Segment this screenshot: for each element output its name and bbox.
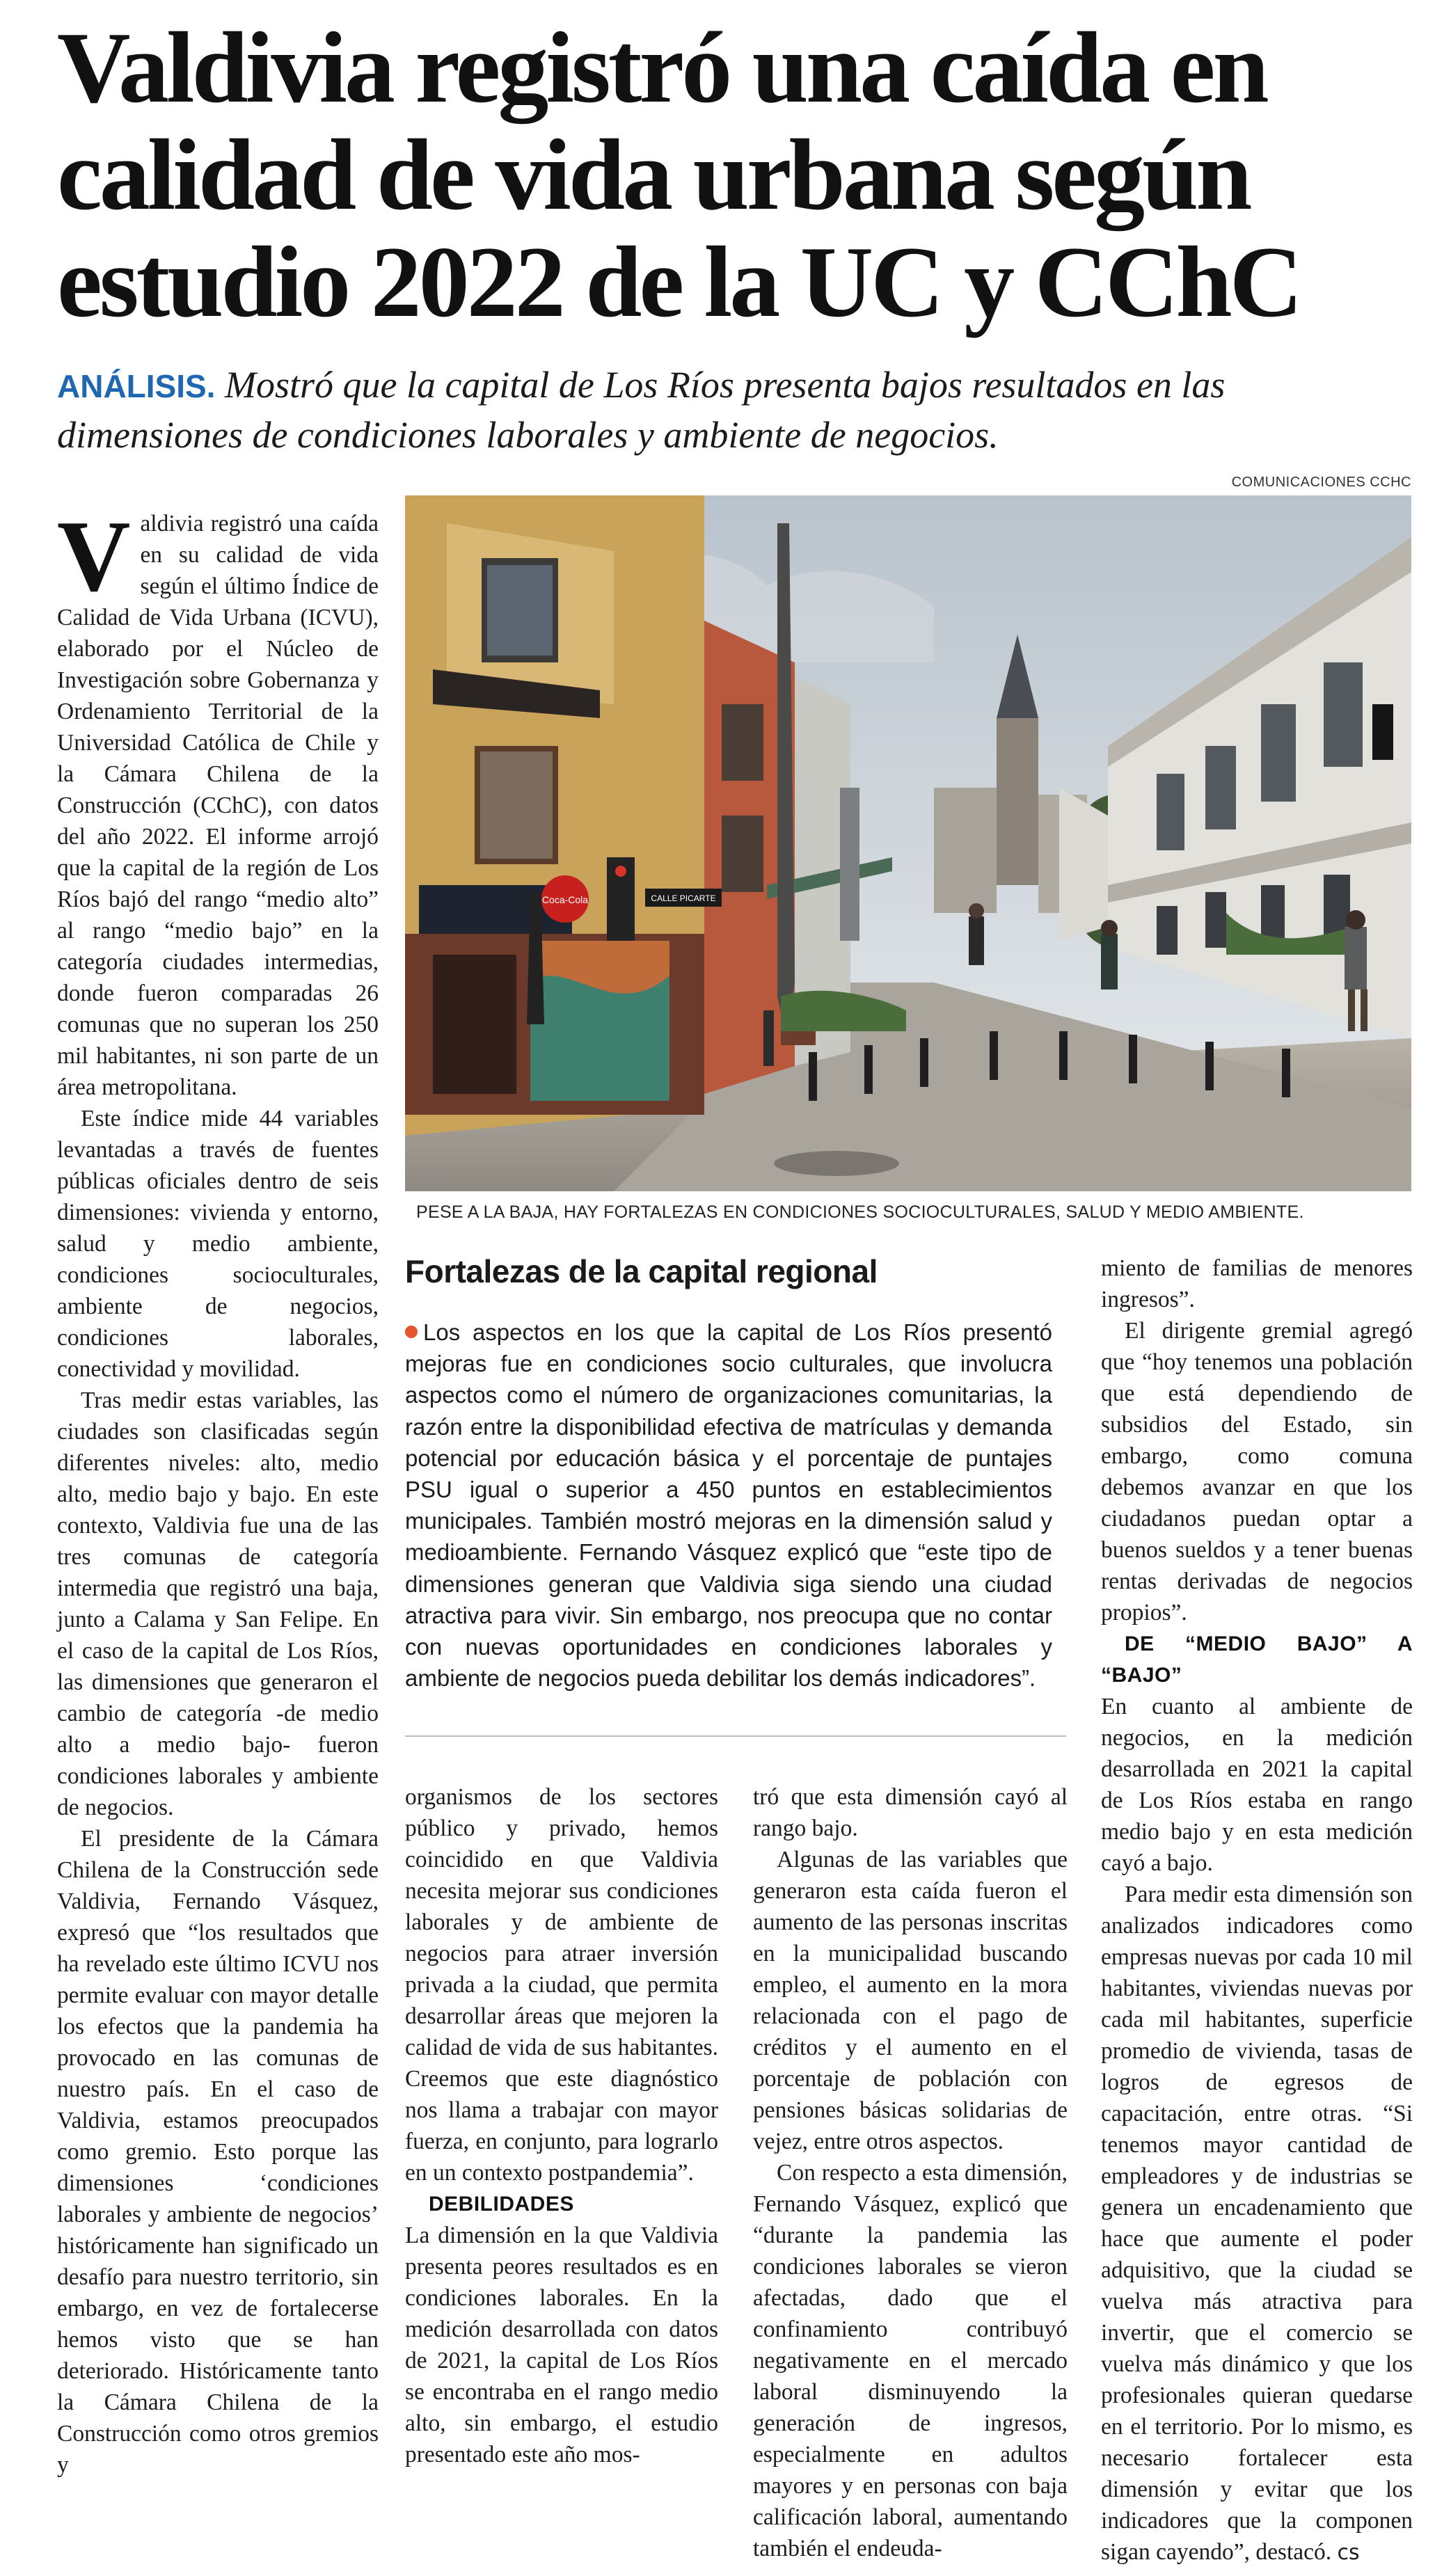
- column-4: [1101, 1253, 1413, 2568]
- photo-credit: COMUNICACIONES CCHC: [1231, 475, 1411, 490]
- paragraph-13-text: Para medir esta dimensión son analizados indicadores como empresas nuevas por cada 10 mil habitantes, viviendas nuevas por cada mil habitantes, superficie promedio de vivienda, tasas de logros de egresos de capacitación, entre otras. “Si tenemos mayor cantidad de empleadores y de industrias se genera un encadenamiento que hace que aumente el poder adquisitivo, que la ciudad se vuelva más atractiva para invertir, que el comercio se vuelva más dinámico y que los profesionales quieran quedarse en el territorio. Por lo mismo, es necesario fortalecer esta dimensión y evitar que los indicadores que la componen sigan cayendo”, destacó.: [1101, 1882, 1413, 2565]
- headline-line-1: Valdivia registró una caída en: [57, 11, 1267, 124]
- photo-caption: PESE A LA BAJA, HAY FORTALEZAS EN CONDICIONES SOCIOCULTURALES, SALUD Y MEDIO AMBIENTE.: [416, 1202, 1304, 1222]
- box-text: [405, 1317, 1052, 1694]
- paragraph-1: [57, 500, 379, 1103]
- paragraph-9: Con respecto a esta dimensión, Fernando Vásquez, explicó que “durante la pandemia las condiciones laborales se vieron afectadas, dado que el confinamiento contribuyó negativamente en el mercado laboral disminuyendo la generación de ingresos, especialmente en adultos mayores y en personas con baja calificación laboral, aumentando también el endeuda-: [753, 2160, 1068, 2561]
- paragraph-10: miento de familias de menores ingresos”.: [1101, 1255, 1413, 1312]
- street-photo: [405, 495, 1411, 1191]
- paragraph-8: Algunas de las variables que generaron esta caída fueron el aumento de las personas inscritas en la municipalidad buscando empleo, el aumento en la mora relacionada con el pago de créditos y el aumento en el porcentaje de población con pensiones básicas solidarias de vejez, entre otros aspectos.: [753, 1847, 1068, 2154]
- headline-line-3: estudio 2022 de la UC y CChC: [57, 225, 1301, 338]
- paragraph-7: tró que esta dimensión cayó al rango bajo.: [753, 1784, 1068, 1841]
- box-title: Fortalezas de la capital regional: [405, 1253, 878, 1289]
- headline-line-2: calidad de vida urbana según: [57, 118, 1250, 231]
- paragraph-11: El dirigente gremial agregó que “hoy tenemos una población que está dependiendo de subsidios del Estado, sin embargo, como comuna debemos avanzar en que los ciudadanos puedan optar a buenos sueldos y a tener buenas rentas derivadas de negocios propios”.: [1101, 1318, 1413, 1625]
- paragraph-12: En cuanto al ambiente de negocios, en la medición desarrollada en 2021 la capital de Los Ríos estaba en rango medio bajo y en esta medición cayó a bajo.: [1101, 1694, 1413, 1876]
- paragraph-2: Este índice mide 44 variables levantadas a través de fuentes públicas oficiales dentro de seis dimensiones: vivienda y entorno, salud y medio ambiente, condiciones socioculturales, ambiente de negocios, condiciones laborales, conectividad y movilidad.: [57, 1106, 379, 1382]
- divider: [405, 1735, 1066, 1737]
- end-mark-icon: cs: [1337, 2541, 1360, 2565]
- column-2: [405, 1781, 718, 2470]
- deck-text: Mostró que la capital de Los Ríos presenta bajos resultados en las dimensiones de condiciones laborales y ambiente de negocios.: [57, 364, 1226, 456]
- paragraph-3: Tras medir estas variables, las ciudades son clasificadas según diferentes niveles: alto, medio alto, medio bajo y bajo. En este contexto, Valdivia fue una de las tres comunas de categoría intermedia que registró una baja, junto a Calama y San Felipe. En el caso de la capital de Los Ríos, las dimensiones que generaron el cambio de categoría -de medio alto a medio bajo- fueron condiciones laborales y ambiente de negocios.: [57, 1388, 379, 1820]
- cocacola-sign: Coca-Cola: [541, 894, 589, 905]
- column-1: [57, 500, 379, 2481]
- drop-cap: V: [57, 500, 131, 612]
- subhead-debilidades: DEBILIDADES: [429, 2193, 574, 2216]
- street-sign: CALLE PICARTE: [651, 893, 716, 903]
- paragraph-4: El presidente de la Cámara Chilena de la Construcción sede Valdivia, Fernando Vásquez, expresó que “los resultados que ha revelado este último ICVU nos permite evaluar con mayor detalle los efectos que la pandemia ha provocado en las comunas de nuestro país. En el caso de Valdivia, estamos preocupados como gremio. Esto porque las dimensiones ‘condiciones laborales y ambiente de negocios’ históricamente han significado un desafío para nuestro territorio, sin embargo, en vez de fortalecerse hemos visto que se han deteriorado. Históricamente tanto la Cámara Chilena de la Construcción como otros gremios y: [57, 1826, 379, 2478]
- paragraph-6: La dimensión en la que Valdivia presenta peores resultados es en condiciones laborales. En la medición desarrollada con datos de 2021, la capital de Los Ríos se encontraba en el rango medio alto, sin embargo, el estudio presentado este año mos-: [405, 2223, 718, 2467]
- kicker: ANÁLISIS.: [57, 368, 216, 404]
- paragraph-13: [1101, 1879, 1413, 2568]
- headline: [57, 11, 1379, 338]
- subhead-medio-bajo: DE “MEDIO BAJO” A “BAJO”: [1101, 1632, 1413, 1687]
- bullet-icon: [405, 1326, 418, 1338]
- box-text-body: Los aspectos en los que la capital de Los Ríos presentó mejoras fue en condiciones socio culturales, que involucra aspectos como el número de organizaciones comunitarias, la razón entre la disponibilidad efectiva de matrículas y demanda potencial por educación básica y el porcentaje de puntajes PSU igual o superior a 450 puntos en establecimientos municipales. También mostró mejoras en la dimensión salud y medioambiente. Fernando Vásquez explicó que “este tipo de dimensiones generan que Valdivia siga siendo una ciudad atractiva para vivir. Sin embargo, nos preocupa que no contar con nuevas oportunidades en condiciones laborales y ambiente de negocios pueda debilitar los demás indicadores”.: [405, 1319, 1052, 1692]
- paragraph-5: organismos de los sectores público y privado, hemos coincidido en que Valdivia necesita mejorar sus condiciones laborales y de ambiente de negocios para atraer inversión privada a la ciudad, que permita desarrollar áreas que mejoren la calidad de vida de sus habitantes. Creemos que este diagnóstico nos llama a trabajar con mayor fuerza, en conjunto, para lograrlo en un contexto postpandemia”.: [405, 1784, 718, 2186]
- deck: [57, 360, 1379, 459]
- column-3: [753, 1781, 1068, 2564]
- paragraph-1-text: aldivia registró una caída en su calidad de vida según el último Índice de Calidad de Vida Urbana (ICVU), elaborado por el Núcleo de Investigación sobre Gobernanza y Ordenamiento Territorial de la Universidad Católica de Chile y la Cámara Chilena de la Construcción (CChC), con datos del año 2022. El informe arrojó que la capital de la región de Los Ríos bajó del rango “medio alto” al rango “medio bajo” en la categoría ciudades intermedias, donde fueron comparadas 26 comunas que no superan los 250 mil habitantes, ni son parte de un área metropolitana.: [57, 511, 379, 1100]
